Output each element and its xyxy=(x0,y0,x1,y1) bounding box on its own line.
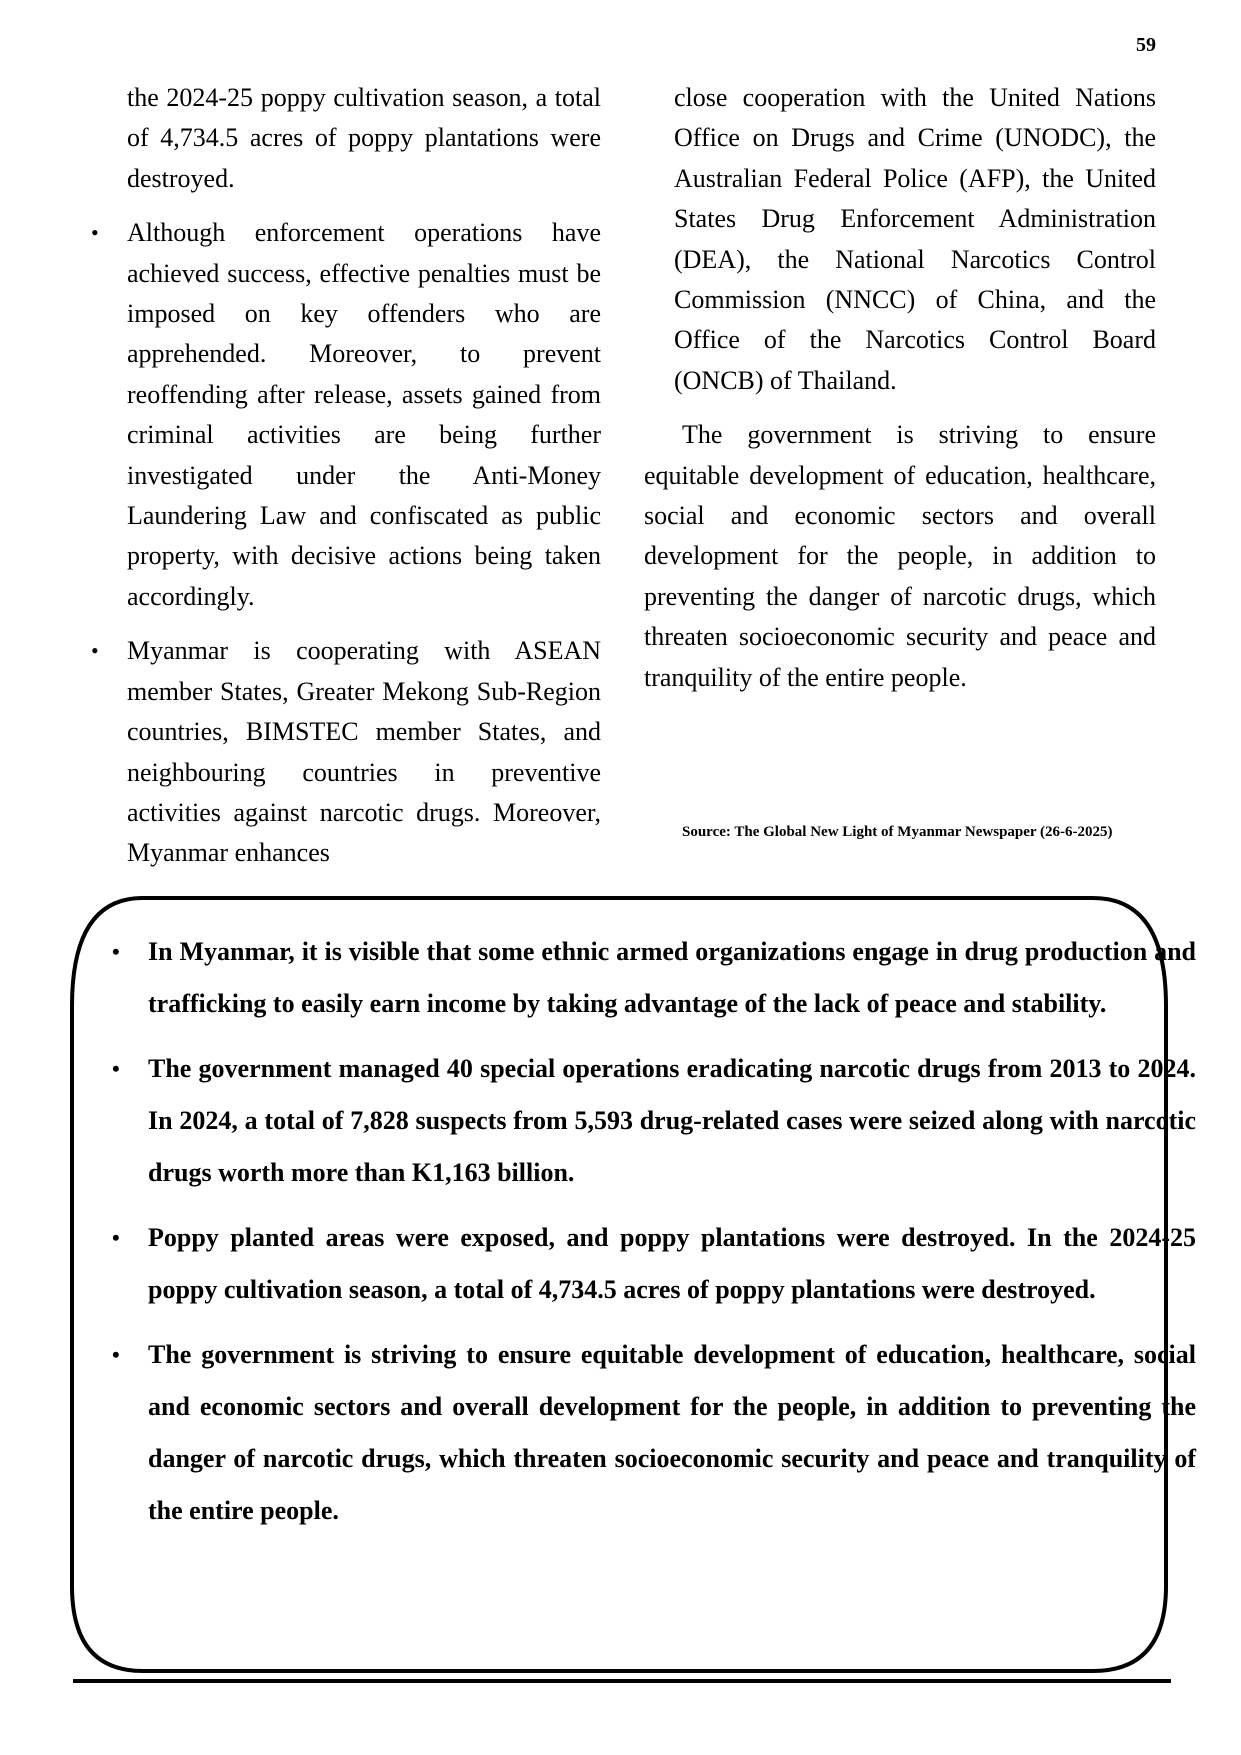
summary-list xyxy=(112,926,1196,1550)
left-bullet-text: Although enforcement operations have achieved success, effective penalties must be imposed on key offenders who are apprehended. Moreover, to prevent reoffending after release, assets gained from criminal activities are being further investigated under the Anti-Money Laundering Law and confiscated as public property, with decisive actions being taken accordingly. xyxy=(127,218,601,611)
summary-item-text: In Myanmar, it is visible that some ethnic armed organizations engage in drug production and trafficking to easily earn income by taking advantage of the lack of peace and stability. xyxy=(148,937,1196,1018)
summary-item-text: Poppy planted areas were exposed, and poppy plantations were destroyed. In the 2024-25 poppy cultivation season, a total of 4,734.5 acres of poppy plantations were destroyed. xyxy=(148,1223,1196,1304)
bullet-icon: • xyxy=(91,220,99,246)
right-column xyxy=(644,78,1156,698)
bullet-icon: • xyxy=(91,638,99,664)
bullet-icon: • xyxy=(112,1056,120,1081)
left-bullet-item xyxy=(85,213,601,617)
left-bullet-text: Myanmar is cooperating with ASEAN member States, Greater Mekong Sub-Region countries, BIMSTEC member States, and neighbouring countries in preventive activities against narcotic drugs. Moreover, Myanmar enhances xyxy=(127,636,601,868)
bullet-icon: • xyxy=(112,939,120,964)
right-paragraph: The government is striving to ensure equitable development of education, healthcare, social and economic sectors and overall development for the people, in addition to preventing the danger of narcotic drugs, which threaten socioeconomic security and peace and tranquility of the entire people. xyxy=(644,420,1156,692)
summary-item-text: The government is striving to ensure equitable development of education, healthcare, social and economic sectors and overall development for the people, in addition to preventing the danger of narcotic drugs, which threaten socioeconomic security and peace and tranquility of the entire people. xyxy=(148,1340,1196,1525)
left-intro-block xyxy=(85,78,601,199)
source-citation: Source: The Global New Light of Myanmar Newspaper (26-6-2025) xyxy=(682,824,1113,840)
summary-box xyxy=(68,896,1196,1674)
left-intro-text: the 2024-25 poppy cultivation season, a total of 4,734.5 acres of poppy plantations were destroyed. xyxy=(127,83,601,193)
bullet-icon: • xyxy=(112,1225,120,1250)
summary-item-text: The government managed 40 special operations eradicating narcotic drugs from 2013 to 2024. In 2024, a total of 7,828 suspects from 5,593 drug-related cases were seized along with narcotic drugs worth more than K1,163 billion. xyxy=(148,1054,1196,1187)
left-column xyxy=(85,78,601,874)
left-bullet-item xyxy=(85,631,601,873)
bottom-rule xyxy=(73,1679,1171,1683)
summary-item xyxy=(112,1043,1196,1199)
page-number: 59 xyxy=(1136,34,1156,56)
summary-item xyxy=(112,926,1196,1030)
right-continuation-text: close cooperation with the United Nations Office on Drugs and Crime (UNODC), the Australian Federal Police (AFP), the United States Drug Enforcement Administration (DEA), the National Narcotics Control Commission (NNCC) of China, and the Office of the Narcotics Control Board (ONCB) of Thailand. xyxy=(674,83,1156,395)
summary-item xyxy=(112,1329,1196,1537)
bullet-icon: • xyxy=(112,1342,120,1367)
summary-item xyxy=(112,1212,1196,1316)
